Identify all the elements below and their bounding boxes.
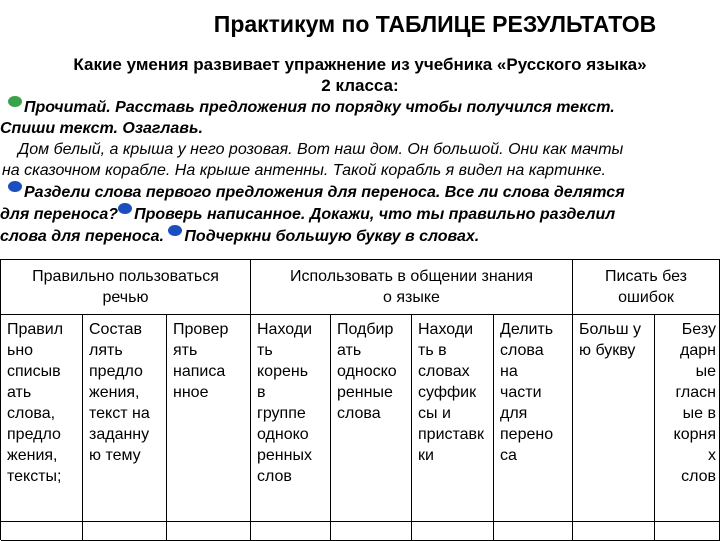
group-header-line: ошибок — [618, 289, 674, 306]
skill-cell-line: Делить — [500, 321, 554, 338]
empty-cell — [83, 522, 167, 541]
skill-cell — [573, 315, 655, 522]
page-title: Практикум по ТАБЛИЦЕ РЕЗУЛЬТАТОВ — [213, 11, 657, 37]
skill-cell — [412, 315, 494, 522]
group-header-line: Писать без — [605, 268, 687, 285]
skill-cell — [331, 315, 412, 522]
instruction-1-line-1 — [8, 96, 716, 118]
skill-cell-line: дарн — [680, 342, 716, 359]
skill-cell-line: ю тему — [89, 447, 141, 464]
empty-cell — [331, 522, 412, 541]
skill-cell-line: ренные — [337, 384, 393, 401]
skill-cell-line: ать — [337, 342, 362, 359]
skill-cell-line: словах — [418, 363, 470, 380]
skill-cell-line: Безу — [681, 321, 716, 338]
skill-cell-line: х — [708, 447, 716, 464]
skill-cell-line: корня — [673, 426, 716, 443]
skill-cell-line: жения, — [7, 447, 58, 464]
skill-cell-line: написа — [173, 363, 226, 380]
skill-cell-line: ть в — [418, 342, 447, 359]
group-header-line: Правильно пользоваться — [32, 268, 219, 285]
skill-cell-line: ть — [257, 342, 273, 359]
skill-cell-line: суффик — [418, 384, 477, 401]
skill-cell-line: предло — [7, 426, 61, 443]
skill-cell-line: тексты; — [7, 468, 62, 485]
skill-cell-line: перено — [500, 426, 554, 443]
skill-cell-line: предло — [89, 363, 143, 380]
skill-cell-line: слова, — [7, 405, 56, 422]
empty-cell — [412, 522, 494, 541]
empty-cell — [167, 522, 251, 541]
blue-circle-icon — [118, 203, 132, 214]
skill-cell-line: слов — [257, 468, 292, 485]
instruction-1-text: Прочитай. Расставь предложения по порядку чтобы получился текст. — [24, 99, 615, 116]
empty-cell — [655, 522, 720, 541]
skill-cell-line: са — [500, 447, 517, 464]
skill-cell-line: лять — [89, 342, 123, 359]
empty-cell — [251, 522, 331, 541]
skill-cell-line: ю букву — [579, 342, 636, 359]
instruction-2-line-2 — [0, 203, 716, 225]
skill-cell-line: Провер — [173, 321, 229, 338]
instruction-2-line-1 — [8, 181, 716, 203]
instruction-2-text: Раздели слова первого предложения для переноса. Все ли слова делятся — [24, 184, 625, 201]
skill-cell-line: в — [257, 384, 266, 401]
empty-cell — [573, 522, 655, 541]
skill-cell-line: текст на — [89, 405, 150, 422]
question-line-2: 2 класса: — [321, 76, 399, 95]
skill-cell — [494, 315, 573, 522]
skill-cell-line: одноко — [257, 426, 309, 443]
empty-cell — [1, 522, 83, 541]
instruction-1-line-2: Спиши текст. Озаглавь. — [0, 120, 203, 137]
instruction-2-part-a: для переноса? — [0, 206, 119, 223]
green-circle-icon — [8, 96, 22, 107]
skill-cell-line: слова — [500, 342, 544, 359]
skill-cell-line: ать — [7, 384, 32, 401]
group-header-speech — [1, 260, 251, 315]
skill-cell-line: Находи — [418, 321, 474, 338]
skill-cell-line: Состав — [89, 321, 142, 338]
skill-cell-line: сы и — [418, 405, 451, 422]
skill-cell-line: ые в — [682, 405, 716, 422]
skill-cell — [655, 315, 720, 522]
skill-cell-line: списыв — [7, 363, 61, 380]
instruction-2-part-c: слова для переноса. — [0, 228, 164, 245]
skill-cell-line: Правил — [7, 321, 64, 338]
instruction-2-part-b: Проверь написанное. Докажи, что ты правильно разделил — [134, 206, 616, 223]
skill-cell-line: приставк — [418, 426, 485, 443]
skill-cell-line: ренных — [257, 447, 312, 464]
skill-cell-line: Находи — [257, 321, 313, 338]
group-header-line: речью — [102, 289, 149, 306]
exercise-text — [0, 96, 716, 247]
skill-cell-line: заданну — [89, 426, 150, 443]
skill-cell-line: нное — [173, 384, 209, 401]
skill-cell-line: ьно — [7, 342, 34, 359]
skill-cell-line: слов — [681, 468, 716, 485]
skill-cell-line: на — [500, 363, 518, 380]
skill-cell-line: Больш у — [579, 321, 641, 338]
blue-circle-icon — [8, 181, 22, 192]
skill-cell-line: ые — [695, 363, 716, 380]
question-line-1: Какие умения развивает упражнение из учебника «Русского языка» — [73, 55, 647, 74]
skill-cell-line: жения, — [89, 384, 140, 401]
empty-cell — [494, 522, 573, 541]
skill-cell-line: Подбир — [337, 321, 394, 338]
skill-cell-line: слова — [337, 405, 381, 422]
skill-cell — [251, 315, 331, 522]
results-table — [0, 259, 720, 540]
group-header-line: о языке — [383, 289, 440, 306]
skill-cell-line: ки — [418, 447, 434, 464]
skill-cell-line: корень — [257, 363, 309, 380]
group-header-language — [251, 260, 573, 315]
skill-cell-line: односко — [337, 363, 397, 380]
skill-cell-line: гласн — [675, 384, 716, 401]
blue-circle-icon — [168, 225, 182, 236]
group-header-line: Использовать в общении знания — [290, 268, 533, 285]
text-line-2: на сказочном корабле. На крыше антенны. Такой корабль я видел на картинке. — [2, 162, 606, 179]
skill-cell — [83, 315, 167, 522]
question — [0, 54, 720, 96]
skill-cell-line: части — [500, 384, 542, 401]
skill-cell-line: группе — [257, 405, 306, 422]
instruction-2-line-3 — [0, 225, 716, 247]
skill-cell — [167, 315, 251, 522]
group-header-spelling — [573, 260, 720, 315]
skill-cell — [1, 315, 83, 522]
text-line-1: Дом белый, а крыша у него розовая. Вот наш дом. Он большой. Они как мачты — [18, 141, 624, 158]
instruction-2-part-d: Подчеркни большую букву в словах. — [184, 228, 480, 245]
skill-cell-line: для — [500, 405, 528, 422]
skill-cell-line: ять — [173, 342, 198, 359]
